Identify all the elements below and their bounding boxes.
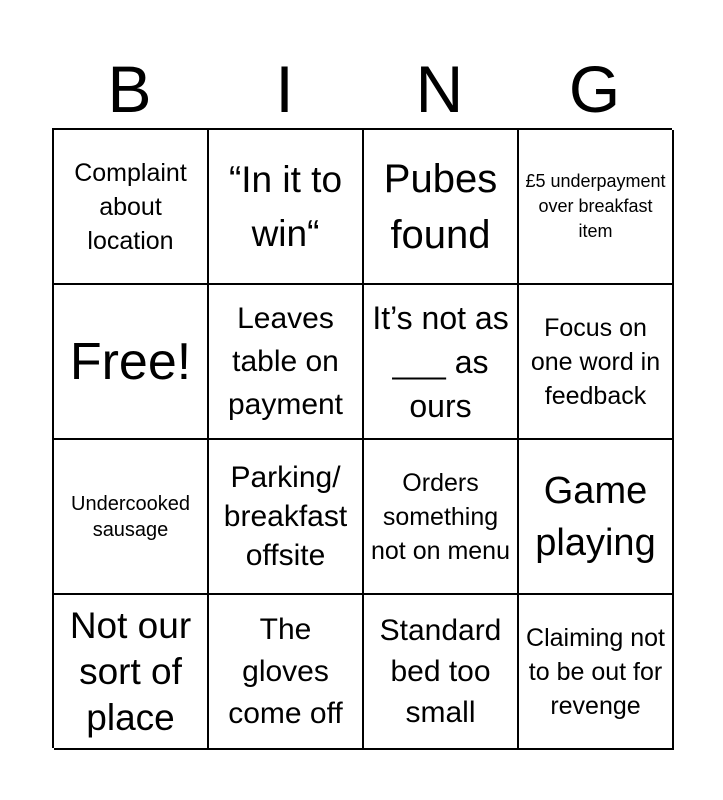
cell-text: £5 underpayment over breakfast item	[525, 171, 666, 241]
header-letter-b: B	[107, 52, 152, 126]
bingo-cell[interactable]	[364, 595, 519, 750]
cell-text: Parking/ breakfast offsite	[223, 461, 348, 572]
cell-text: Orders something not on menu	[371, 468, 510, 565]
free-space-text: Free!	[69, 332, 192, 391]
cell-text: The gloves come off	[228, 612, 343, 730]
bingo-cell[interactable]	[54, 440, 209, 595]
header-letter-n: N	[415, 52, 464, 126]
bingo-cell[interactable]	[364, 440, 519, 595]
bingo-board	[52, 128, 672, 748]
cell-text: Game playing	[535, 469, 656, 564]
bingo-cell[interactable]	[519, 595, 674, 750]
cell-text: Undercooked sausage	[71, 492, 190, 541]
bingo-cell[interactable]	[209, 130, 364, 285]
bingo-cell[interactable]	[209, 595, 364, 750]
bingo-cell[interactable]	[519, 440, 674, 595]
free-space-cell[interactable]	[54, 285, 209, 440]
cell-text: Leaves table on payment	[227, 302, 344, 421]
bingo-header	[52, 50, 672, 128]
cell-text: Standard bed too small	[379, 614, 502, 729]
bingo-cell[interactable]	[54, 130, 209, 285]
bingo-cell[interactable]	[519, 130, 674, 285]
cell-text: Complaint about location	[74, 158, 187, 255]
bingo-cell[interactable]	[209, 440, 364, 595]
bingo-cell[interactable]	[209, 285, 364, 440]
cell-text: Not our sort of place	[69, 604, 192, 738]
header-letter-i: I	[275, 52, 294, 126]
header-letter-g: G	[568, 52, 621, 126]
bingo-cell[interactable]	[54, 595, 209, 750]
bingo-cell[interactable]	[364, 130, 519, 285]
cell-text: “In it to win“	[228, 158, 343, 254]
cell-text: Focus on one word in feedback	[530, 313, 661, 410]
cell-text: It’s not as ___ as ours	[372, 299, 509, 424]
bingo-cell[interactable]	[519, 285, 674, 440]
cell-text: Claiming not to be out for revenge	[526, 623, 665, 720]
cell-text: Pubes found	[383, 156, 498, 257]
bingo-cell[interactable]	[364, 285, 519, 440]
